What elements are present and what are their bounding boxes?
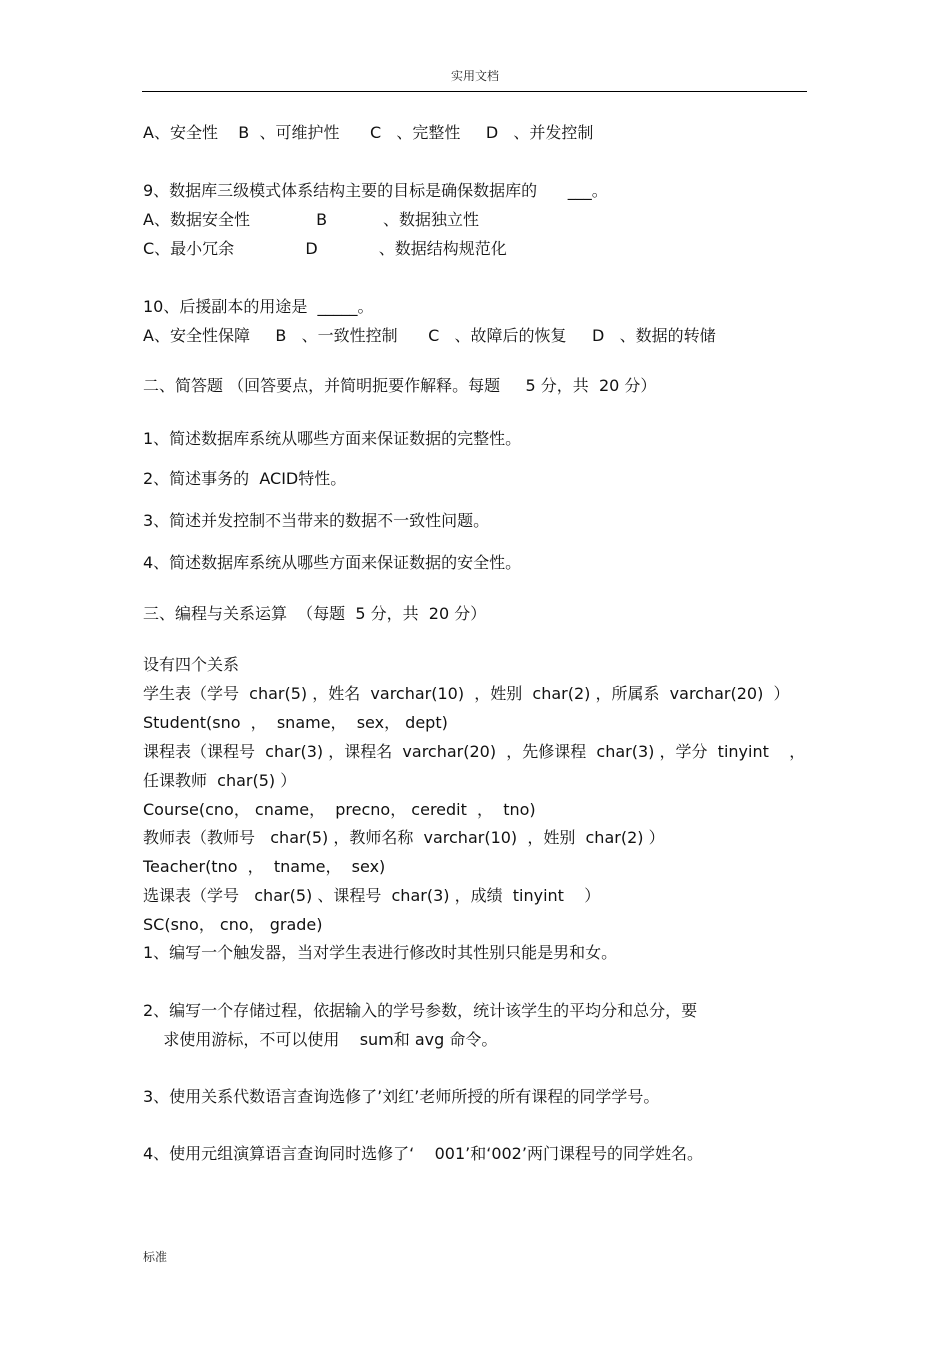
teacher-schema: Teacher(tno ， tname， sex) (143, 857, 386, 876)
course-table-def-cont: 任课教师 char(5) ） (143, 771, 297, 790)
q10-options: A、安全性保障 B 、一致性控制 C 、故障后的恢复 D 、数据的转储 (143, 326, 716, 345)
q9-options-cd: C、最小冗余 D 、数据结构规范化 (143, 239, 507, 258)
s2-question-1: 1、简述数据库系统从哪些方面来保证数据的完整性。 (143, 429, 522, 448)
page-footer: 标准 (143, 1250, 168, 1264)
sc-schema: SC(sno， cno， grade) (143, 915, 323, 934)
relations-intro: 设有四个关系 (143, 655, 240, 674)
s2-question-4: 4、简述数据库系统从哪些方面来保证数据的安全性。 (143, 553, 522, 572)
q9-options-ab: A、数据安全性 B 、数据独立性 (143, 210, 479, 229)
s2-question-2: 2、简述事务的 ACID特性。 (143, 469, 347, 488)
student-schema: Student(sno ， sname， sex， dept) (143, 713, 448, 732)
q10-stem: 10、后援副本的用途是 _____。 (143, 297, 374, 316)
q9-stem: 9、数据库三级模式体系结构主要的目标是确保数据库的 ___。 (143, 181, 608, 200)
sc-table-def: 选课表（学号 char(5) 、课程号 char(3) ，成绩 tinyint ） (143, 886, 601, 905)
s3-question-2-cont: 求使用游标，不可以使用 sum和 avg 命令。 (143, 1030, 498, 1049)
s3-question-2: 2、编写一个存储过程，依据输入的学号参数，统计该学生的平均分和总分，要 (143, 1001, 698, 1020)
section2-heading: 二、简答题 （回答要点，并简明扼要作解释。每题 5 分，共 20 分） (143, 376, 657, 395)
course-table-def: 课程表（课程号 char(3) ，课程名 varchar(20) ，先修课程 char(3) ，学分 tinyint ， (143, 742, 806, 761)
s3-question-4: 4、使用元组演算语言查询同时选修了‘ 001’和‘002’两门课程号的同学姓名。 (143, 1144, 703, 1163)
s3-question-3: 3、使用关系代数语言查询选修了’刘红’老师所授的所有课程的同学学号。 (143, 1087, 660, 1106)
header-rule (142, 91, 807, 92)
student-table-def: 学生表（学号 char(5) ，姓名 varchar(10) ，姓别 char(2) ，所属系 varchar(20) ） (143, 684, 790, 703)
teacher-table-def: 教师表（教师号 char(5) ，教师名称 varchar(10) ，姓别 char(2) ） (143, 828, 665, 847)
page-header: 实用文档 (450, 69, 499, 83)
s3-question-1: 1、编写一个触发器，当对学生表进行修改时其性别只能是男和女。 (143, 943, 618, 962)
section3-heading: 三、编程与关系运算 （每题 5 分，共 20 分） (143, 604, 487, 623)
s2-question-3: 3、简述并发控制不当带来的数据不一致性问题。 (143, 511, 490, 530)
course-schema: Course(cno， cname， precno， ceredit ， tno) (143, 800, 536, 819)
q8-options: A、安全性 B 、可维护性 C 、完整性 D 、并发控制 (143, 123, 594, 142)
